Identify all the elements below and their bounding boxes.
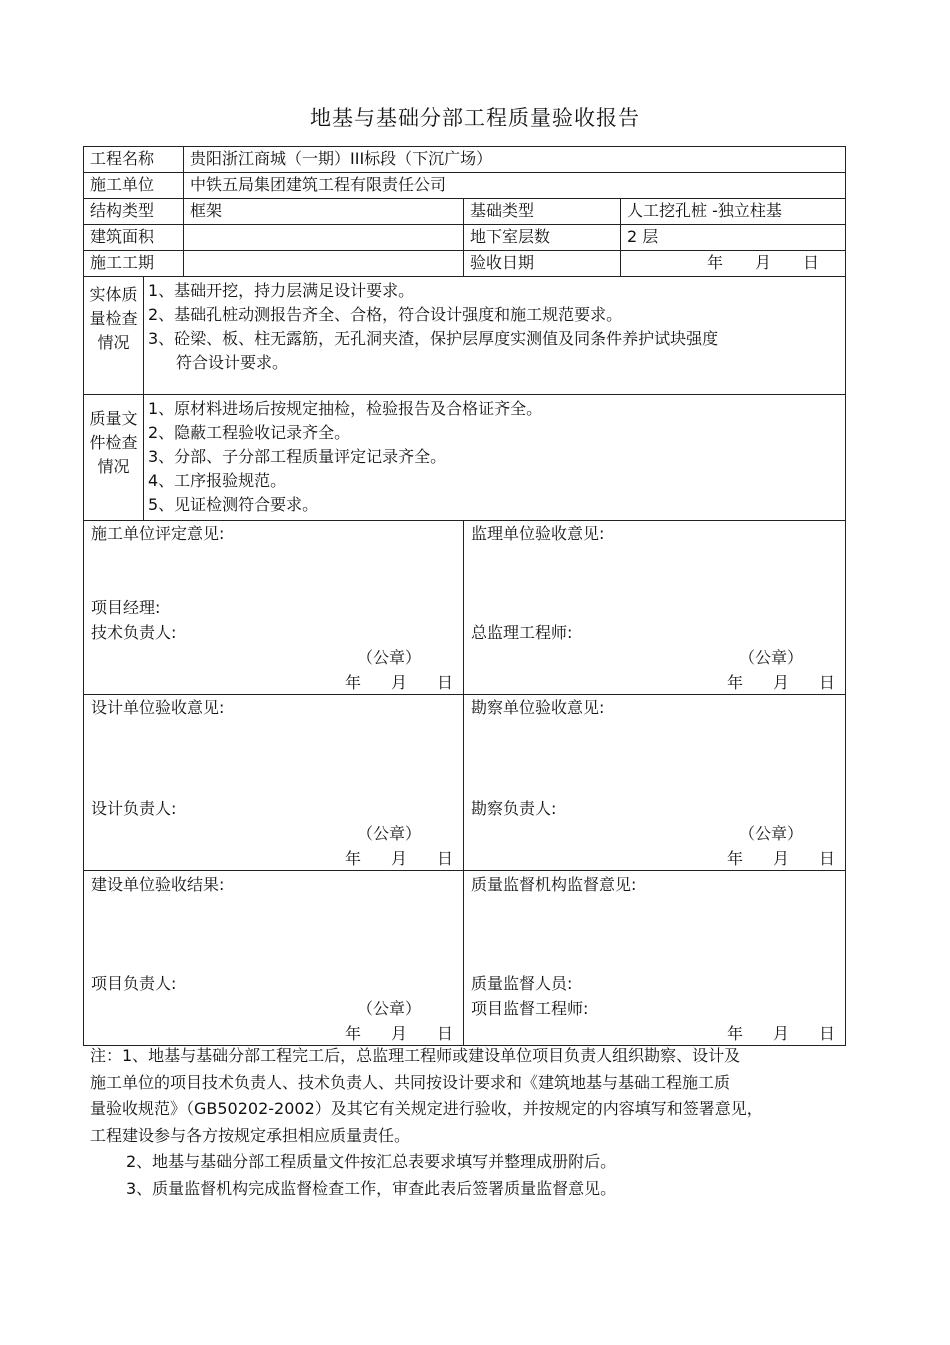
chief-supervisor-label: 总监理工程师: <box>471 623 573 642</box>
owner-result-cell[interactable] <box>84 871 464 1046</box>
quality-opinion-label: 质量监督机构监督意见: <box>471 875 637 894</box>
list-item: 4、工序报验规范。 <box>148 471 287 490</box>
notes-section <box>90 1043 850 1202</box>
period-value[interactable] <box>184 251 464 277</box>
contractor-value[interactable]: 中铁五局集团建筑工程有限责任公司 <box>184 173 846 199</box>
list-item: 5、见证检测符合要求。 <box>148 495 319 514</box>
row-period <box>84 251 846 277</box>
year-label: 年 <box>727 849 744 868</box>
month-label: 月 <box>390 849 407 868</box>
stamp-label: （公章） <box>357 824 422 843</box>
survey-opinion-cell[interactable] <box>464 695 846 871</box>
note-line: 施工单位的项目技术负责人、技术负责人、共同按设计要求和《建筑地基与基础工程施工质 <box>90 1072 731 1092</box>
foundation-type-label: 基础类型 <box>464 199 621 225</box>
list-item: 符合设计要求。 <box>176 353 289 372</box>
list-item: 3、分部、子分部工程质量评定记录齐全。 <box>148 447 447 466</box>
project-name-label: 工程名称 <box>84 147 184 173</box>
row-project-name <box>84 147 846 173</box>
day-label: 日 <box>437 849 454 868</box>
design-opinion-cell[interactable] <box>84 695 464 871</box>
document-check-label: 质量文件检查情况 <box>84 395 144 521</box>
quality-opinion-cell[interactable] <box>464 871 846 1046</box>
list-item: 1、原材料进场后按规定抽检，检验报告及合格证齐全。 <box>148 399 543 418</box>
supervision-opinion-cell[interactable] <box>464 521 846 695</box>
stamp-label: （公章） <box>357 648 422 667</box>
supervision-opinion-label: 监理单位验收意见: <box>471 524 605 543</box>
day-label: 日 <box>819 849 836 868</box>
list-item: 1、基础开挖，持力层满足设计要求。 <box>148 281 415 300</box>
row-document-check <box>84 395 846 521</box>
stamp-label: （公章） <box>357 999 422 1018</box>
month-label: 月 <box>390 673 407 692</box>
list-item: 2、隐蔽工程验收记录齐全。 <box>148 423 351 442</box>
list-item: 3、砼梁、板、柱无露筋，无孔洞夹渣，保护层厚度实测值及同条件养护试块强度 <box>148 329 719 348</box>
month-label: 月 <box>390 1024 407 1043</box>
day-label: 日 <box>437 673 454 692</box>
day-label: 日 <box>819 1024 836 1043</box>
period-label: 施工工期 <box>84 251 184 277</box>
row-sign-2 <box>84 695 846 871</box>
design-opinion-label: 设计单位验收意见: <box>91 698 225 717</box>
tech-lead-label: 技术负责人: <box>91 623 177 642</box>
owner-lead-label: 项目负责人: <box>91 974 177 993</box>
structure-value[interactable]: 框架 <box>184 199 464 225</box>
acceptance-date-label: 验收日期 <box>464 251 621 277</box>
note-line: 3、质量监督机构完成监督检查工作，审查此表后签署质量监督意见。 <box>126 1178 617 1198</box>
contractor-opinion-cell[interactable] <box>84 521 464 695</box>
note-line: 2、地基与基础分部工程质量文件按汇总表要求填写并整理成册附后。 <box>126 1152 617 1171</box>
row-area <box>84 225 846 251</box>
year-label: 年 <box>344 849 361 868</box>
project-manager-label: 项目经理: <box>91 598 161 617</box>
day-label: 日 <box>437 1024 454 1043</box>
survey-opinion-label: 勘察单位验收意见: <box>471 698 605 717</box>
list-item: 2、基础孔桩动测报告齐全、合格，符合设计强度和施工规范要求。 <box>148 305 623 324</box>
year-label: 年 <box>344 1024 361 1043</box>
note-line: 注：1、地基与基础分部工程完工后，总监理工程师或建设单位项目负责人组织勘察、设计及 <box>90 1046 741 1065</box>
sign-date <box>345 671 453 695</box>
area-label: 建筑面积 <box>84 225 184 251</box>
project-name-value[interactable]: 贵阳浙江商城（一期）III标段（下沉广场） <box>184 147 846 173</box>
sign-date <box>727 671 835 695</box>
row-structure <box>84 199 846 225</box>
physical-check-list <box>144 277 846 395</box>
physical-check-label: 实体质量检查情况 <box>84 277 144 395</box>
row-sign-3 <box>84 871 846 1046</box>
basement-value[interactable]: 2 层 <box>621 225 846 251</box>
row-physical-check <box>84 277 846 395</box>
basement-label: 地下室层数 <box>464 225 621 251</box>
survey-lead-label: 勘察负责人: <box>471 799 557 818</box>
row-sign-1 <box>84 521 846 695</box>
area-value[interactable] <box>184 225 464 251</box>
owner-result-label: 建设单位验收结果: <box>91 875 225 894</box>
sign-date <box>727 847 835 871</box>
note-line: 工程建设参与各方按规定承担相应质量责任。 <box>90 1125 411 1145</box>
sign-date <box>345 847 453 871</box>
structure-label: 结构类型 <box>84 199 184 225</box>
document-check-list <box>144 395 846 521</box>
note-line: 量验收规范》（GB50202-2002）及其它有关规定进行验收，并按规定的内容填写和签署意见， <box>90 1099 763 1118</box>
contractor-opinion-label: 施工单位评定意见: <box>91 524 225 543</box>
design-lead-label: 设计负责人: <box>91 799 177 818</box>
year-label: 年 <box>727 673 744 692</box>
quality-engineer-label: 项目监督工程师: <box>471 999 589 1018</box>
quality-staff-label: 质量监督人员: <box>471 974 573 993</box>
year-label: 年 <box>727 1024 744 1043</box>
year-label: 年 <box>344 673 361 692</box>
month-label: 月 <box>773 1024 790 1043</box>
acceptance-form <box>83 146 846 1046</box>
foundation-type-value[interactable]: 人工挖孔桩 -独立柱基 <box>621 199 846 225</box>
row-contractor <box>84 173 846 199</box>
contractor-label: 施工单位 <box>84 173 184 199</box>
stamp-label: （公章） <box>739 824 804 843</box>
day-label: 日 <box>819 673 836 692</box>
report-title: 地基与基础分部工程质量验收报告 <box>310 106 640 130</box>
month-label: 月 <box>773 673 790 692</box>
month-label: 月 <box>773 849 790 868</box>
stamp-label: （公章） <box>739 648 804 667</box>
acceptance-date-value[interactable]: 年 月 日 <box>621 251 846 277</box>
